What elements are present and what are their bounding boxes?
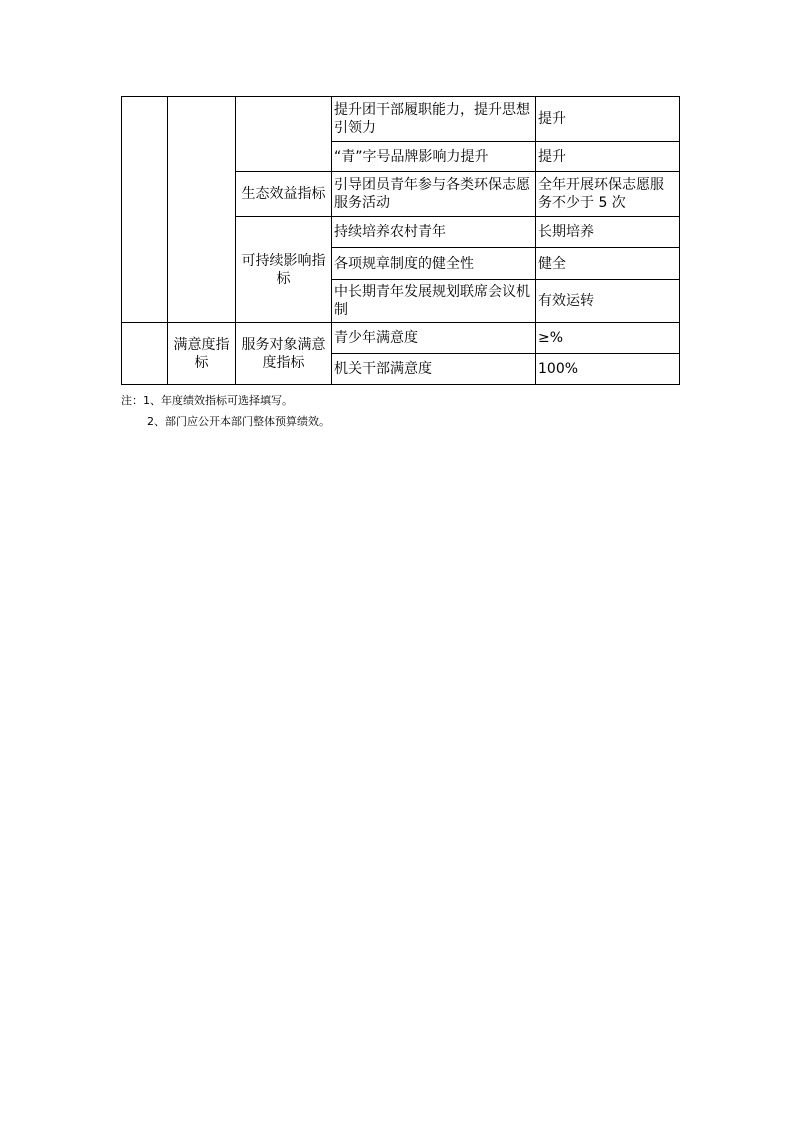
target-value-cell: 提升 xyxy=(536,142,680,172)
footnotes xyxy=(121,390,330,432)
primary-indicator-cell: 满意度指标 xyxy=(168,323,236,385)
target-value-cell: 全年开展环保志愿服务不少于 5 次 xyxy=(536,172,680,217)
second-level-cell-empty xyxy=(168,97,236,323)
table-row xyxy=(122,323,680,354)
secondary-indicator-cell: 生态效益指标 xyxy=(236,172,332,217)
performance-indicator-table xyxy=(121,96,680,385)
indicator-cell: 持续培养农村青年 xyxy=(332,217,536,248)
secondary-indicator-cell: 可持续影响指标 xyxy=(236,217,332,323)
target-value-cell: 有效运转 xyxy=(536,280,680,323)
indicator-cell: 引导团员青年参与各类环保志愿服务活动 xyxy=(332,172,536,217)
secondary-indicator-cell: 服务对象满意度指标 xyxy=(236,323,332,385)
indicator-cell: “青”字号品牌影响力提升 xyxy=(332,142,536,172)
third-level-cell-empty xyxy=(236,97,332,172)
target-value-cell: 长期培养 xyxy=(536,217,680,248)
footnote-1: 注：1、年度绩效指标可选择填写。 xyxy=(121,394,293,407)
target-value-cell: ≥% xyxy=(536,323,680,354)
indicator-cell: 机关干部满意度 xyxy=(332,354,536,385)
indicator-cell: 中长期青年发展规划联席会议机制 xyxy=(332,280,536,323)
footnote-2: 2、部门应公开本部门整体预算绩效。 xyxy=(147,415,330,428)
target-value-cell: 100% xyxy=(536,354,680,385)
first-level-cell-empty xyxy=(122,97,168,323)
first-level-cell-empty xyxy=(122,323,168,385)
indicator-cell: 青少年满意度 xyxy=(332,323,536,354)
indicator-cell: 各项规章制度的健全性 xyxy=(332,248,536,280)
indicator-cell: 提升团干部履职能力，提升思想引领力 xyxy=(332,97,536,142)
target-value-cell: 健全 xyxy=(536,248,680,280)
table-row xyxy=(122,97,680,142)
target-value-cell: 提升 xyxy=(536,97,680,142)
